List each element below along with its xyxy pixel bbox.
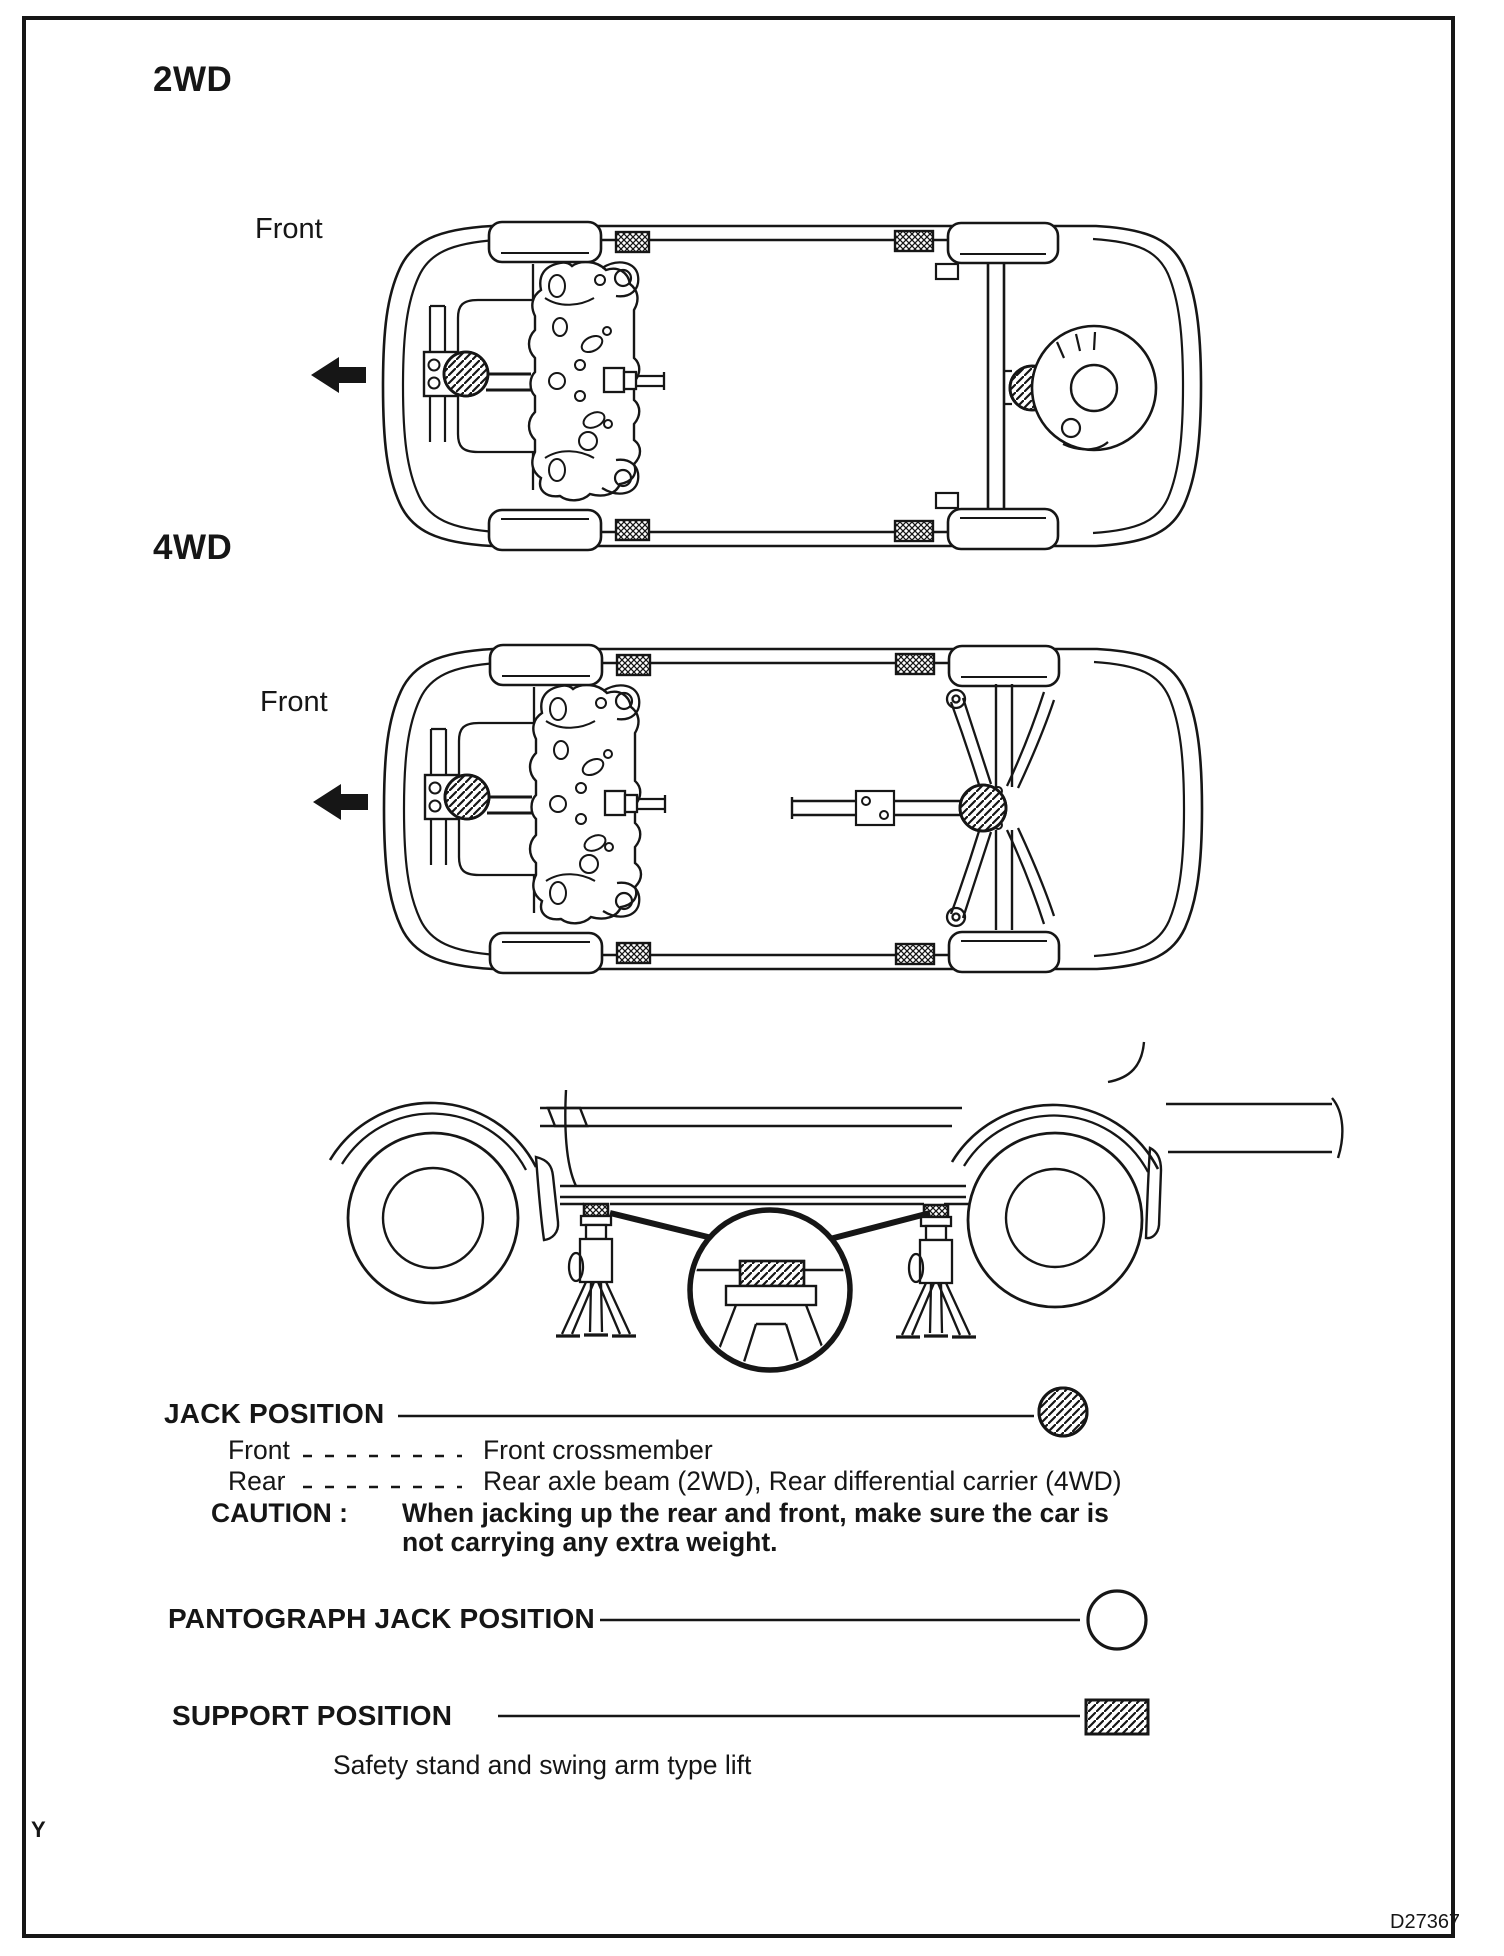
4wd-rear-differential-jack-marker <box>960 785 1006 831</box>
rear-safety-stand <box>896 1205 976 1337</box>
legend-jack-front-value: Front crossmember <box>483 1435 713 1465</box>
front-label-2wd: Front <box>255 213 323 245</box>
section-heading-4wd: 4WD <box>153 528 233 567</box>
side-view-drawing <box>330 1042 1342 1370</box>
side-rear-wheel <box>952 1105 1161 1307</box>
legend-jack-rear-label: Rear <box>228 1466 286 1496</box>
front-direction-arrow-2wd <box>311 357 366 393</box>
figure-code: D27367 <box>1390 1911 1461 1933</box>
legend-jack-rear-value: Rear axle beam (2WD), Rear differential carrier (4WD) <box>483 1466 1122 1496</box>
support-position-symbol <box>1086 1700 1148 1734</box>
support-detail-balloon <box>610 1210 930 1370</box>
front-safety-stand <box>556 1204 636 1336</box>
2wd-rear-drum <box>1032 326 1156 450</box>
legend-support-title: SUPPORT POSITION <box>172 1700 453 1731</box>
front-label-4wd: Front <box>260 686 328 718</box>
legend-support-note: Safety stand and swing arm type lift <box>333 1750 752 1780</box>
2wd-rear-axle-beam <box>936 262 1012 510</box>
2wd-top-view-drawing <box>311 222 1201 550</box>
legend-pantograph-title: PANTOGRAPH JACK POSITION <box>168 1603 595 1634</box>
side-front-wheel <box>330 1103 558 1303</box>
legend-caution-label: CAUTION : <box>211 1498 348 1528</box>
legend-jack-title: JACK POSITION <box>164 1398 385 1429</box>
4wd-top-view-drawing <box>313 645 1202 973</box>
page-corner-mark: Y <box>31 1817 46 1842</box>
legend-jack-front-label: Front <box>228 1435 290 1465</box>
legend-graphics <box>303 1388 1148 1734</box>
body-lines <box>540 1042 1342 1204</box>
front-direction-arrow-4wd <box>313 784 368 820</box>
legend-caution-line1: When jacking up the rear and front, make sure the car is <box>402 1498 1109 1528</box>
pantograph-jack-symbol <box>1088 1591 1146 1649</box>
jack-position-symbol <box>1039 1388 1087 1436</box>
legend-caution-line2: not carrying any extra weight. <box>402 1527 778 1557</box>
4wd-propeller-shaft <box>792 791 960 825</box>
section-heading-2wd: 2WD <box>153 60 233 99</box>
